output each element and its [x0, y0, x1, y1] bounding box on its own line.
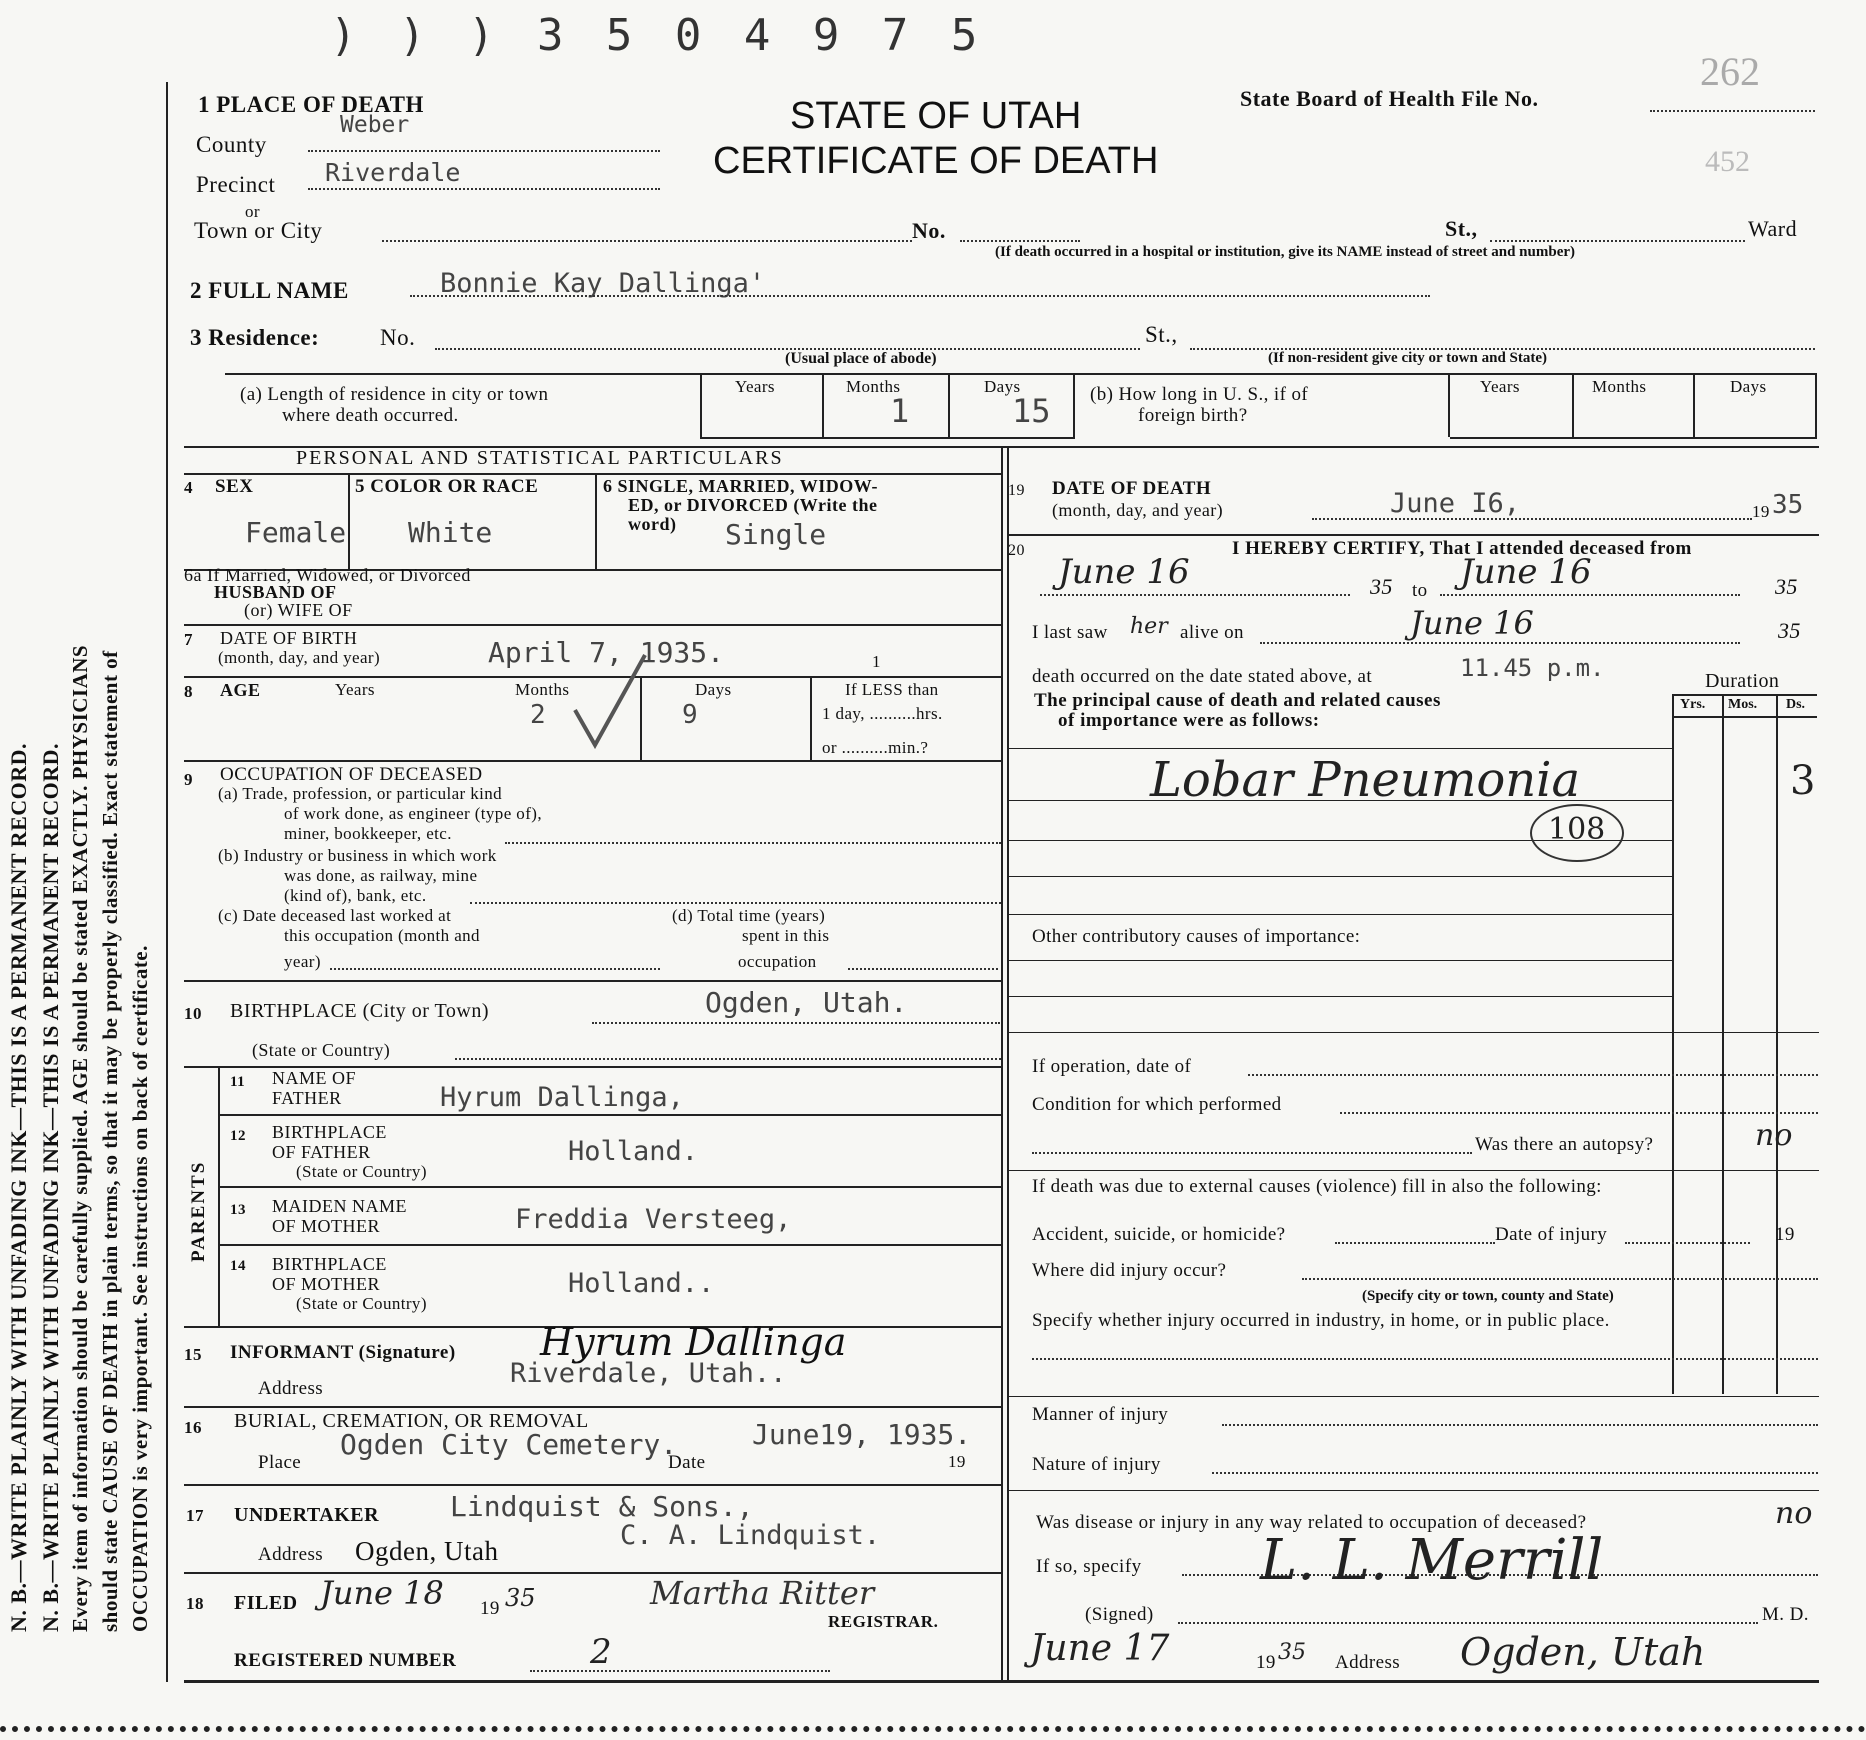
registered-number-label: REGISTERED NUMBER	[234, 1650, 457, 1671]
personal-particulars-header: PERSONAL AND STATISTICAL PARTICULARS	[296, 447, 784, 469]
registrar-signature: Martha Ritter	[650, 1574, 875, 1612]
attended-to-year: 35	[1775, 574, 1798, 599]
undertaker-value: Lindquist & Sons.,	[450, 1490, 754, 1523]
age-label: AGE	[220, 680, 261, 700]
certify-number: 20	[1008, 542, 1025, 559]
manner-label: Manner of injury	[1032, 1404, 1169, 1425]
death-time-value: 11.45 p.m.	[1460, 654, 1605, 682]
mother-birthplace-label-2: OF MOTHER	[272, 1274, 381, 1294]
birthplace-label: BIRTHPLACE (City or Town)	[230, 1000, 489, 1022]
marital-value: Single	[725, 518, 827, 551]
mother-value: Freddia Versteeg,	[515, 1204, 792, 1235]
undertaker-name: C. A. Lindquist.	[620, 1520, 881, 1551]
certify-statement: I HEREBY CERTIFY, That I attended deceased from	[1232, 538, 1692, 559]
color-race-value: White	[408, 516, 493, 549]
side-instruction-3: OCCUPATION is very important. See instructions on back of certificate.	[128, 945, 152, 1632]
birthplace-number: 10	[184, 1004, 202, 1023]
father-birthplace-label-2: OF FATHER	[272, 1142, 371, 1162]
age-months-value: 2	[530, 700, 546, 730]
informant-signature: Hyrum Dallinga	[540, 1320, 847, 1364]
occupation-label: OCCUPATION OF DECEASED	[220, 764, 483, 785]
residence-length-a: (a) Length of residence in city or town	[240, 384, 549, 405]
age-checkmark-icon	[570, 650, 650, 750]
occupation-d1: (d) Total time (years)	[672, 906, 826, 925]
cause-code-value: 108	[1548, 812, 1606, 847]
age-months-label: Months	[515, 680, 570, 699]
perforated-edge	[0, 1726, 1866, 1740]
dob-mark: 1	[872, 652, 881, 671]
specify-city-note: (Specify city or town, county and State)	[1362, 1288, 1614, 1304]
sex-value: Female	[245, 516, 347, 549]
spouse-label-2: HUSBAND OF	[214, 582, 337, 602]
occupation-c1: (c) Date deceased last worked at	[218, 906, 452, 925]
usual-abode-note: (Usual place of abode)	[785, 350, 937, 367]
last-saw-pronoun: her	[1130, 614, 1168, 639]
md-label: M. D.	[1762, 1604, 1809, 1625]
external-causes-label: If death was due to external causes (violence) fill in also the following:	[1032, 1176, 1602, 1197]
res-months-label: Months	[846, 377, 901, 396]
dob-number: 7	[184, 630, 193, 649]
mother-birthplace-value: Holland..	[568, 1268, 715, 1299]
res-days-label: Days	[984, 377, 1021, 396]
less-than-day-2: 1 day, ..........hrs.	[822, 704, 943, 723]
to-label: to	[1412, 580, 1428, 601]
autopsy-label: Was there an autopsy?	[1475, 1134, 1654, 1155]
burial-year-label: 19	[948, 1452, 966, 1471]
age-number: 8	[184, 682, 193, 701]
birthplace-state-label: (State or Country)	[252, 1040, 391, 1060]
dob-sub-label: (month, day, and year)	[218, 648, 381, 667]
specify-where-label: Specify whether injury occurred in industry, in home, or in public place.	[1032, 1310, 1610, 1331]
county-label: County	[196, 132, 267, 157]
where-injury-label: Where did injury occur?	[1032, 1260, 1227, 1281]
nature-label: Nature of injury	[1032, 1454, 1161, 1475]
dob-value: April 7, 1935.	[488, 636, 725, 669]
ward-label: Ward	[1748, 216, 1798, 241]
duration-yrs-label: Yrs.	[1680, 697, 1706, 712]
attended-from-date: June 16	[1058, 552, 1190, 592]
informant-label: INFORMANT (Signature)	[230, 1342, 456, 1363]
town-no-label: No.	[912, 218, 946, 243]
birthplace-value: Ogden, Utah.	[705, 986, 908, 1019]
injury-year-label: 19	[1775, 1224, 1795, 1245]
undertaker-number: 17	[186, 1506, 204, 1525]
place-of-death-label: 1 PLACE OF DEATH	[198, 92, 424, 117]
father-number: 11	[230, 1074, 246, 1090]
duration-ds-label: Ds.	[1786, 697, 1806, 712]
filed-year-prefix: 19	[480, 1598, 500, 1619]
principal-cause-2: of importance were as follows:	[1058, 710, 1320, 731]
burial-label: BURIAL, CREMATION, OR REMOVAL	[234, 1410, 589, 1432]
res-days-value: 15	[1012, 392, 1051, 430]
filed-year-value: 35	[505, 1584, 536, 1612]
residence-length-b: (b) How long in U. S., if of	[1090, 384, 1309, 405]
sex-label: SEX	[215, 476, 254, 497]
occupation-related-value: no	[1775, 1496, 1813, 1531]
duration-mos-label: Mos.	[1728, 697, 1758, 712]
last-saw-label: I last saw	[1032, 622, 1108, 643]
less-than-day-1: If LESS than	[845, 680, 939, 699]
occupation-d3: occupation	[738, 952, 817, 971]
res-months-value: 1	[890, 392, 910, 430]
precinct-value: Riverdale	[325, 158, 461, 187]
father-birthplace-number: 12	[230, 1128, 246, 1144]
date-of-death-number: 19	[1008, 482, 1025, 499]
residence-no-label: No.	[380, 325, 416, 350]
accident-label: Accident, suicide, or homicide?	[1032, 1224, 1286, 1245]
corner-file-number: 262	[1700, 49, 1760, 94]
father-birthplace-value: Holland.	[568, 1136, 699, 1167]
marital-label-1: 6 SINGLE, MARRIED, WIDOW-	[603, 476, 879, 496]
duration-label: Duration	[1705, 670, 1780, 692]
injury-date-label: Date of injury	[1495, 1224, 1608, 1245]
or-label: or	[245, 202, 260, 221]
side-notice-2: N. B.—WRITE PLAINLY WITH UNFADING INK—THIS IS A PERMANENT RECORD.	[38, 742, 63, 1632]
father-value: Hyrum Dallinga,	[440, 1082, 684, 1113]
other-causes-label: Other contributory causes of importance:	[1032, 926, 1361, 947]
certificate-serial-number: ) ) ) 3 5 0 4 9 7 5	[330, 10, 986, 61]
last-saw-year: 35	[1778, 618, 1801, 643]
filed-date-value: June 18	[320, 1574, 444, 1612]
mother-number: 13	[230, 1202, 246, 1218]
father-birthplace-label-3: (State or Country)	[296, 1162, 427, 1181]
spouse-label-1: 6a If Married, Widowed, or Divorced	[184, 565, 471, 585]
less-than-day-3: or ..........min.?	[822, 738, 929, 757]
registered-number-value: 2	[590, 1632, 612, 1672]
non-resident-note: (If non-resident give city or town and State)	[1268, 350, 1548, 366]
age-days-label: Days	[695, 680, 732, 699]
spouse-label-3: (or) WIFE OF	[244, 600, 353, 620]
undertaker-address-value: Ogden, Utah	[355, 1536, 499, 1566]
cause-of-death-value: Lobar Pneumonia	[1150, 752, 1581, 808]
res-years-label: Years	[735, 377, 775, 396]
burial-number: 16	[184, 1418, 202, 1437]
cause-duration-days: 3	[1790, 758, 1816, 804]
side-notice-1: N. B.—WRITE PLAINLY WITH UNFADING INK—THIS IS A PERMANENT RECORD.	[6, 742, 31, 1632]
undertaker-label: UNDERTAKER	[234, 1504, 380, 1526]
mother-label-2: OF MOTHER	[272, 1216, 381, 1236]
filed-number: 18	[186, 1594, 204, 1613]
date-of-death-year-prefix: 19	[1752, 502, 1770, 521]
burial-date-value: June19, 1935.	[752, 1418, 972, 1451]
precinct-label: Precinct	[196, 172, 276, 197]
mother-birthplace-label-3: (State or Country)	[296, 1294, 427, 1313]
date-of-death-label: DATE OF DEATH	[1052, 478, 1212, 499]
occupation-a3: miner, bookkeeper, etc.	[284, 824, 452, 843]
condition-label: Condition for which performed	[1032, 1094, 1282, 1115]
mother-label-1: MAIDEN NAME	[272, 1196, 407, 1216]
hospital-note: (If death occurred in a hospital or institution, give its NAME instead of street and number)	[995, 244, 1576, 260]
marital-label-2: ED, or DIVORCED (Write the	[628, 495, 878, 515]
principal-cause-1: The principal cause of death and related causes	[1034, 690, 1441, 711]
mother-birthplace-number: 14	[230, 1258, 246, 1274]
occupation-b2: was done, as railway, mine	[284, 866, 478, 885]
occupation-c2: this occupation (month and	[284, 926, 480, 945]
full-name-value: Bonnie Kay Dallinga'	[440, 268, 766, 299]
full-name-label: 2 FULL NAME	[190, 278, 349, 303]
burial-place-value: Ogden City Cemetery.	[340, 1428, 678, 1461]
age-days-value: 9	[682, 700, 698, 730]
autopsy-value: no	[1755, 1118, 1793, 1153]
corner-file-number-2: 452	[1705, 145, 1750, 178]
burial-date-label: Date	[668, 1452, 706, 1473]
registrar-label: REGISTRAR.	[828, 1612, 939, 1631]
signed-year-prefix: 19	[1256, 1652, 1276, 1673]
signed-date-value: June 17	[1030, 1628, 1170, 1669]
age-years-label: Years	[335, 680, 375, 699]
county-value: Weber	[340, 112, 410, 138]
if-so-specify-label: If so, specify	[1036, 1556, 1142, 1577]
residence-label: 3 Residence:	[190, 325, 320, 350]
occupation-b1: (b) Industry or business in which work	[218, 846, 497, 865]
burial-place-label: Place	[258, 1452, 302, 1473]
physician-address-label: Address	[1335, 1652, 1401, 1673]
parents-label: PARENTS	[188, 1160, 209, 1262]
date-of-death-value: June I6,	[1390, 488, 1521, 519]
father-label-2: FATHER	[272, 1088, 342, 1108]
attended-from-year: 35	[1370, 574, 1393, 599]
file-number-label: State Board of Health File No.	[1240, 86, 1539, 111]
alive-on-label: alive on	[1180, 622, 1244, 643]
residence-length-b2: foreign birth?	[1138, 405, 1248, 426]
father-birthplace-label-1: BIRTHPLACE	[272, 1122, 387, 1142]
last-saw-date: June 16	[1410, 604, 1534, 642]
sex-number: 4	[184, 478, 193, 497]
occupation-c3: year)	[284, 952, 321, 971]
occupation-a2: of work done, as engineer (type of),	[284, 804, 542, 823]
physician-address-value: Ogden, Utah	[1460, 1630, 1706, 1674]
date-of-death-year: 35	[1772, 490, 1804, 520]
us-days-label: Days	[1730, 377, 1767, 396]
occupation-a1: (a) Trade, profession, or particular kind	[218, 784, 503, 803]
occupation-b3: (kind of), bank, etc.	[284, 886, 427, 905]
state-title: STATE OF UTAH	[790, 95, 1082, 137]
town-st-label: St.,	[1445, 216, 1478, 241]
informant-number: 15	[184, 1345, 202, 1364]
certificate-title: CERTIFICATE OF DEATH	[713, 140, 1159, 182]
informant-address-value: Riverdale, Utah..	[510, 1358, 787, 1389]
us-years-label: Years	[1480, 377, 1520, 396]
town-label: Town or City	[194, 218, 323, 243]
attended-to-date: June 16	[1460, 552, 1592, 592]
color-race-label: 5 COLOR OR RACE	[355, 476, 539, 497]
death-time-label: death occurred on the date stated above, at	[1032, 666, 1373, 687]
residence-length-a2: where death occurred.	[282, 405, 459, 426]
physician-signature: L. L. Merrill	[1260, 1528, 1604, 1593]
residence-st-label: St.,	[1145, 322, 1178, 347]
occupation-d2: spent in this	[742, 926, 830, 945]
undertaker-address-label: Address	[258, 1544, 324, 1565]
dob-label: DATE OF BIRTH	[220, 628, 358, 648]
occupation-related-label: Was disease or injury in any way related to occupation of deceased?	[1036, 1512, 1587, 1533]
side-instruction-2: should state CAUSE OF DEATH in plain terms, so that it may be properly classified. Exact statement of	[98, 650, 122, 1632]
operation-label: If operation, date of	[1032, 1056, 1192, 1077]
informant-address-label: Address	[258, 1378, 324, 1399]
signed-label: (Signed)	[1085, 1604, 1154, 1625]
filed-label: FILED	[234, 1592, 298, 1614]
occupation-number: 9	[184, 770, 193, 789]
father-label-1: NAME OF	[272, 1068, 357, 1088]
signed-year-value: 35	[1278, 1640, 1306, 1665]
side-instruction-1: Every item of information should be carefully supplied. AGE should be stated EXACTLY. PHYSICIANS	[68, 644, 92, 1632]
us-months-label: Months	[1592, 377, 1647, 396]
marital-label-3: word)	[628, 514, 677, 534]
mother-birthplace-label-1: BIRTHPLACE	[272, 1254, 387, 1274]
date-of-death-sub: (month, day, and year)	[1052, 500, 1224, 520]
